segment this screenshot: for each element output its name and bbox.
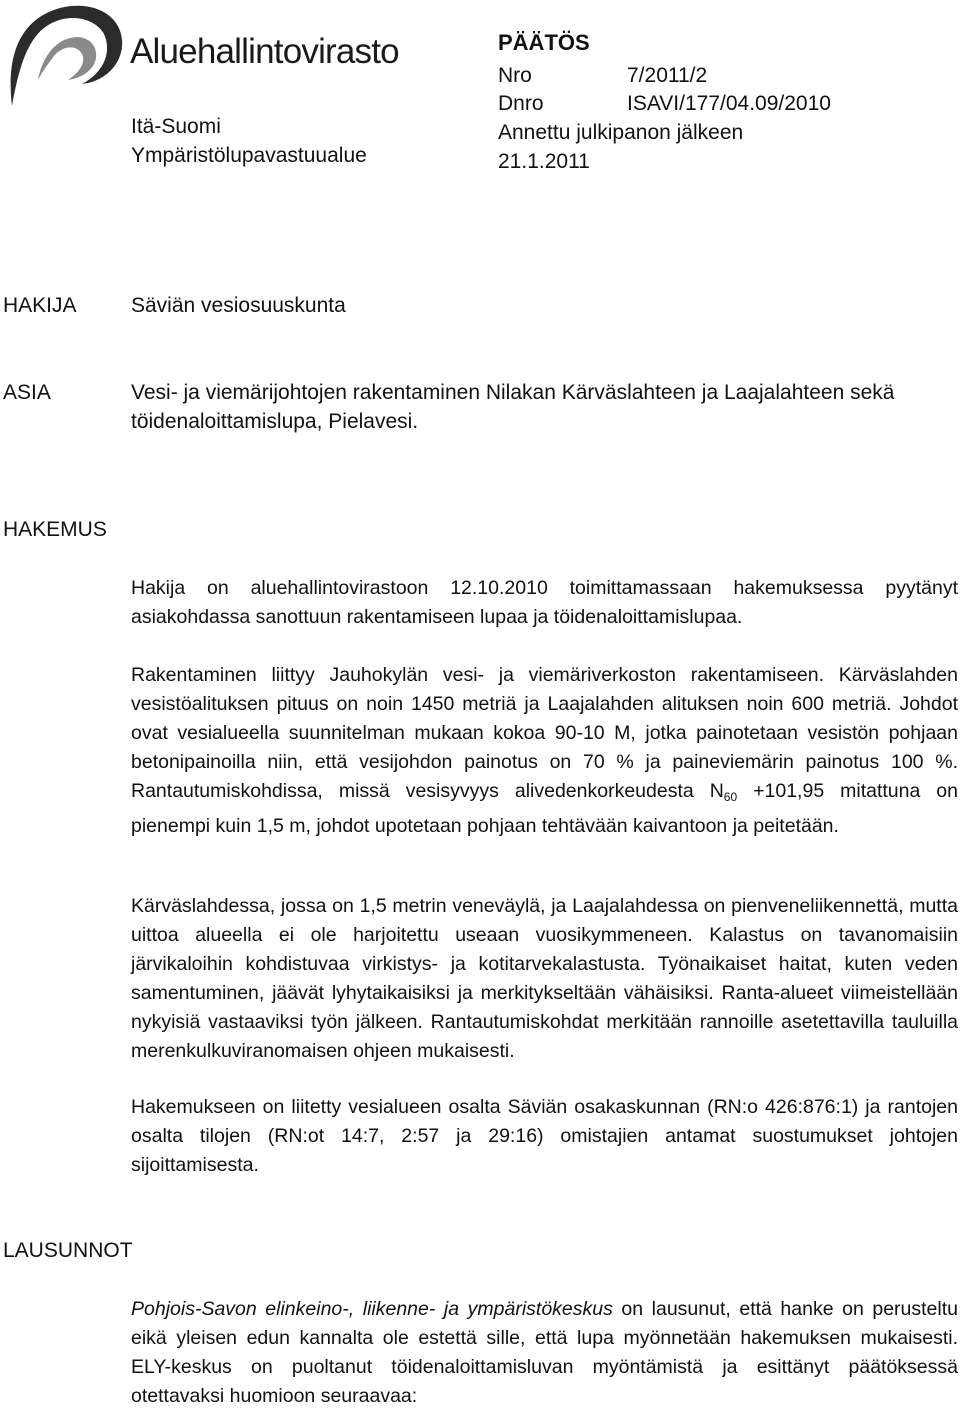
- dnro-value: ISAVI/177/04.09/2010: [627, 92, 831, 115]
- organization-unit: [131, 112, 367, 170]
- dnro-label: Dnro: [498, 92, 544, 115]
- hakemus-paragraph-3: [131, 892, 958, 1066]
- hakemus-paragraph-2: [131, 661, 958, 841]
- hakemus-p2-text-end: +101,95 mitattuna on pienempi kuin 1,5 m, johdot upotetaan pohjaan tehtävään kaivantoon ja peitetään.: [131, 780, 958, 837]
- hakemus-paragraph-4: [131, 1093, 958, 1180]
- ely-center-name: Pohjois-Savon elinkeino-, liikenne- ja ympäristökeskus: [131, 1298, 613, 1320]
- hakemus-p4: Hakemukseen on liitetty vesialueen osalta Säviän osakaskunnan (RN:o 426:876:1) ja rantojen osalta tilojen (RN:ot 14:7, 2:57 ja 29:16) omistajien antamat suostumukset johtojen sijoittamisesta.: [131, 1096, 958, 1176]
- issued-date: 21.1.2011: [498, 150, 590, 173]
- hakemus-p2: [131, 661, 958, 841]
- nro-label: Nro: [498, 64, 532, 87]
- hakija-value: Säviän vesiosuuskunta: [131, 294, 346, 317]
- hakija-label: HAKIJA: [3, 294, 77, 317]
- hakemus-p2-text: Rakentaminen liittyy Jauhokylän vesi- ja viemäriverkoston rakentamiseen. Kärväslahden vesistöalituksen pituus on noin 1450 metriä ja Laajalahden alituksen noin 600 metriä. Johdot ovat vesialueella suunnitelman mukaan kokoa 90-10 M, jotka painotetaan vesistön pohjaan betonipainoilla niin, että vesijohdon painotus on 70 % ja paineviemärin painotus 100 %. Rantautumiskohdissa, missä vesisyvyys alivedenkorkeudesta N: [131, 664, 958, 802]
- hakemus-p3: Kärväslahdessa, jossa on 1,5 metrin veneväylä, ja Laajalahdessa on pienveneliikennettä, mutta uittoa alueella ei ole harjoitettu useaan vuosikymmeneen. Kalastus on tavanomaisiin järvikaloihin kohdistuvaa virkistys- ja kotitarvekalastusta. Työnaikaiset haitat, kuten veden samentuminen, jäävät lyhytaikaisiksi ja merkitykseltään vähäisiksi. Ranta-alueet viimeistellään nykyisiä vastaaviksi työn jälkeen. Rantautumiskohdat merkitään rannoille asetettavilla tauluilla merenkulkuviranomaisen ohjeen mukaisesti.: [131, 895, 958, 1062]
- issued-line: Annettu julkipanon jälkeen: [498, 121, 744, 144]
- hakemus-label: HAKEMUS: [3, 518, 107, 541]
- water-level-subscript: 60: [723, 790, 738, 804]
- asia-value: Vesi- ja viemärijohtojen rakentaminen Nilakan Kärväslahteen ja Laajalahteen sekä töidenaloittamislupa, Pielavesi.: [131, 381, 895, 433]
- unit-department: Ympäristölupavastuualue: [131, 144, 367, 167]
- decision-title: PÄÄTÖS: [498, 30, 590, 55]
- nro-value: 7/2011/2: [627, 64, 708, 87]
- avi-logo-icon: [8, 2, 126, 108]
- hakemus-p1: Hakija on aluehallintovirastoon 12.10.2010 toimittamassaan hakemuksessa pyytänyt asiakohdassa sanottuun rakentamiseen lupaa ja töidenaloittamislupaa.: [131, 577, 958, 628]
- hakemus-paragraph-1: [131, 574, 958, 632]
- lausunnot-paragraph-1: [131, 1295, 958, 1411]
- asia-label: ASIA: [3, 381, 51, 404]
- lausunnot-p1-text: on lausunut, että hanke on perusteltu eikä yleisen edun kannalta ole estettä sille, että lupa myönnetään hakemuksen mukaisesti. ELY-keskus on puoltanut töidenaloittamisluvan myöntämistä ja esittänyt päätöksessä otettavaksi huomioon seuraavaa:: [131, 1298, 958, 1407]
- brand-name: Aluehallintovirasto: [130, 32, 399, 71]
- lausunnot-label: LAUSUNNOT: [3, 1239, 133, 1262]
- unit-region: Itä-Suomi: [131, 115, 221, 138]
- lausunnot-p1: [131, 1295, 958, 1411]
